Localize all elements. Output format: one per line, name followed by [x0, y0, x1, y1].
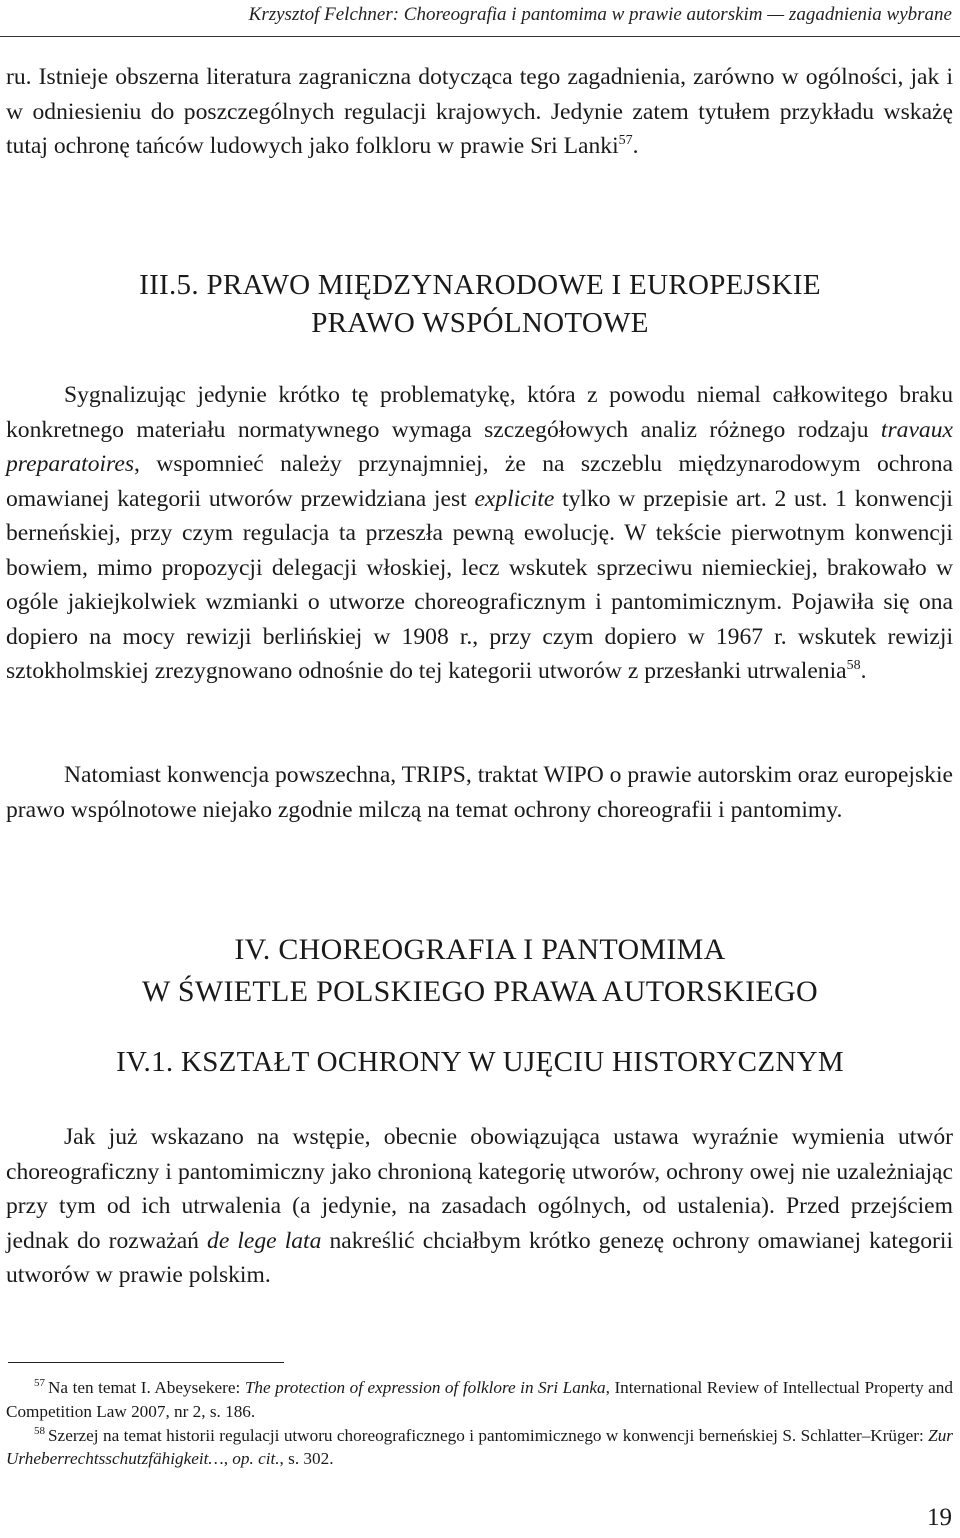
footnote-57: [6, 1376, 953, 1424]
p1-end: .: [860, 658, 867, 684]
footnote-rule: [8, 1362, 284, 1363]
running-header: Krzysztof Felchner: Choreografia i pantomima w prawie autorskim — zagadnienia wybrane: [248, 4, 952, 25]
footnote-57-text-b: , International Review of Intellectual Property and Competition Law 2007, nr 2, s. 186.: [6, 1378, 953, 1421]
section-3-5-paragraph-2: Natomiast konwencja powszechna, TRIPS, traktat WIPO o prawie autorskim oraz europejskie prawo wspólnotowe niejako zgodnie milczą na temat ochrony choreografii i pantomimy.: [6, 762, 953, 823]
section-heading-line1: III.5. PRAWO MIĘDZYNARODOWE I EUROPEJSKIE: [139, 269, 821, 301]
p1-italic-explicite: explicite: [474, 485, 555, 512]
subsection-heading-4-1: IV.1. KSZTAŁT OCHRONY W UJĘCIU HISTORYCZNYM: [116, 1046, 844, 1078]
ch4-text-a: Jak już wskazano na wstępie, obecnie obowiązująca ustawa wyraźnie wymienia utwór choreograficzny i pantomimiczny jako chronioną kategorię utworów, ochrony owej nie uzależniając przy tym od ich utrwalenia (a jedynie, na zasadach ogólnych, od ustalenia). Przed przejściem jednak do rozważań: [6, 1124, 953, 1254]
footnote-ref-58[interactable]: 58: [846, 658, 861, 674]
p1-text-a: Sygnalizując jedynie krótko tę problematykę, która z powodu niemal całkowitego braku konkretnego materiału normatywnego wymaga szczegółowych analiz różnego rodzaju: [6, 382, 953, 443]
footnote-58: [6, 1424, 953, 1472]
header-rule: [0, 36, 960, 37]
page-number: 19: [927, 1504, 952, 1531]
footnote-57-number: 57: [34, 1377, 45, 1390]
chapter-heading-4: [0, 929, 960, 1013]
chapter-4-paragraph-1: [6, 1120, 953, 1293]
section-3-5-paragraph-1: [6, 378, 953, 689]
section-heading-3-5: [0, 266, 960, 342]
footnote-58-text-a: Szerzej na temat historii regulacji utworu choreograficznego i pantomimicznego w konwencji berneńskiej S. Schlatter–Krüger:: [48, 1425, 929, 1445]
intro-paragraph: [6, 60, 953, 164]
footnote-57-title: The protection of expression of folklore in Sri Lanka: [244, 1378, 606, 1397]
ch4-text-b: nakreślić chciałbym krótko genezę ochrony omawianej kategorii utworów w prawie polskim.: [6, 1227, 953, 1288]
p1-text-c: tylko w przepisie art. 2 ust. 1 konwencji berneńskiej, przy czym regulacja ta przeszła pewną ewolucję. W tekście pierwotnym konwencji bowiem, mimo propozycji delegacji włoskiej, lecz wskutek sprzeciwu niemieckiej, brakowało w ogóle jakiejkolwiek wzmianki o utworze choreograficznym i pantomimicznym. Pojawiła się ona dopiero na mocy rewizji berlińskiej w 1908 r., przy czym dopiero w 1967 r. wskutek rewizji sztokholmskiej zrezygnowano odnośnie do tej kategorii utworów z przesłanki utrwalenia: [6, 485, 953, 684]
footnotes: [6, 1376, 953, 1471]
footnote-58-op-cit: op. cit.: [232, 1449, 280, 1469]
ch4-italic-de-lege-lata: de lege lata: [207, 1227, 322, 1254]
footnote-ref-57[interactable]: 57: [618, 133, 633, 149]
p1-text-b: , wspomnieć należy przynajmniej, że na szczeblu międzynarodowym ochrona omawianej kategorii utworów przewidziana jest: [6, 451, 953, 512]
footnote-57-text-a: Na ten temat I. Abeysekere:: [48, 1378, 245, 1397]
intro-end: .: [632, 133, 639, 159]
section-heading-line2: PRAWO WSPÓLNOTOWE: [311, 307, 649, 339]
chapter-heading-line2: W ŚWIETLE POLSKIEGO PRAWA AUTORSKIEGO: [142, 975, 818, 1008]
p1-italic-travaux: travaux preparatoires: [6, 416, 953, 477]
footnote-58-title: Zur Urheberrechtsschutzfähigkeit…: [6, 1425, 953, 1469]
footnote-58-text-c: , s. 302.: [279, 1449, 334, 1469]
intro-text: ru. Istnieje obszerna literatura zagraniczna dotycząca tego zagadnienia, zarówno w ogólności, jak i w odniesieniu do poszczególnych regulacji krajowych. Jedynie zatem tytułem przykładu wskażę tutaj ochronę tańców ludowych jako folkloru w prawie Sri Lanki: [6, 64, 953, 159]
footnote-58-text-b: ,: [223, 1449, 233, 1469]
chapter-heading-line1: IV. CHOREOGRAFIA I PANTOMIMA: [234, 933, 726, 966]
footnote-58-number: 58: [34, 1424, 45, 1437]
